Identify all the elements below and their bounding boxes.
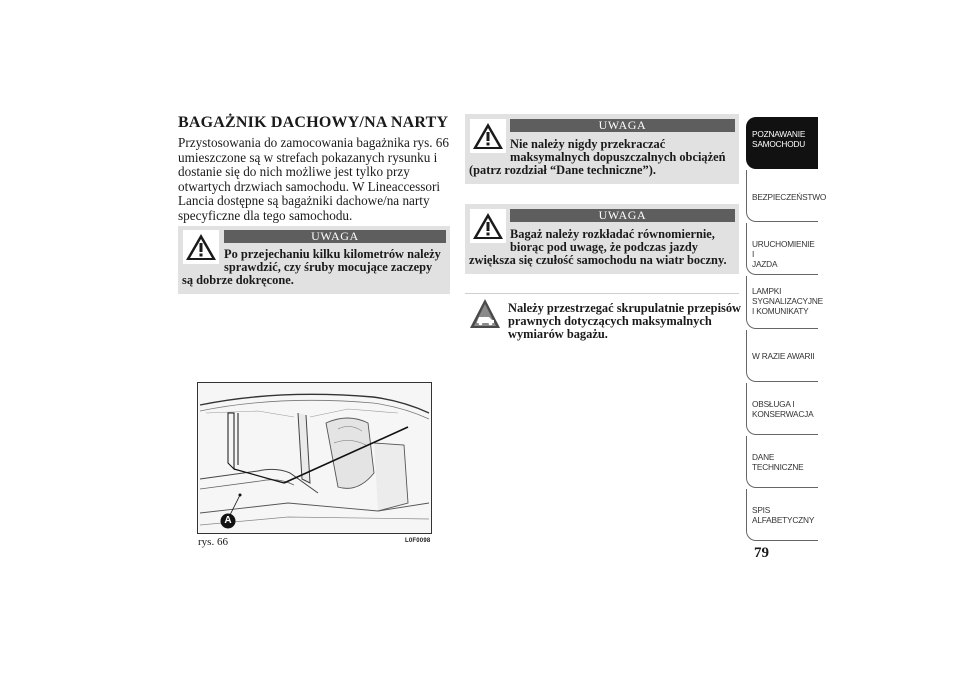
warning-triangle-icon [183,230,219,264]
tab-lampki-sygnalizacyjne[interactable] [746,276,823,329]
intro-line: Przystosowania do zamocowania bagażnika rys. 66 [178,135,449,150]
tab-label: POZNAWANIE [752,129,806,139]
note-text-line: Należy przestrzegać skrupulatnie przepisów [508,301,741,315]
warning-text-line: Bagaż należy rozkładać równomiernie, [510,227,715,241]
figure-code: L0F0098 [405,538,431,544]
tab-dane-techniczne[interactable] [746,436,818,488]
tab-label: DANE [752,452,775,462]
car-interior-illustration [198,383,431,533]
tab-label: BEZPIECZEŃSTWO [752,192,827,202]
warning-text-line: zwiększa się czułość samochodu na wiatr boczny. [469,253,727,267]
figure-roof-rack-mount [197,382,432,534]
warning-text-line: Nie należy nigdy przekraczać [510,137,666,151]
page-number: 79 [754,545,769,561]
intro-line: specyficzne dla tego samochodu. [178,207,353,223]
figure-caption: rys. 66 [198,536,228,548]
tab-uruchomienie-jazda[interactable] [746,223,818,275]
tab-label: SPIS [752,505,771,515]
note-divider [465,293,739,294]
intro-line: umieszczone są w strefach pokazanych rysunku i [178,149,438,165]
warning-text-line: (patrz rozdział “Dane techniczne”). [469,163,656,177]
warning-header: UWAGA [510,209,735,222]
section-title: BAGAŻNIK DACHOWY/NA NARTY [178,114,449,131]
tab-spis-alfabetyczny[interactable] [746,489,818,541]
tab-bezpieczenstwo[interactable] [746,170,827,222]
intro-line: otwartych drzwiach samochodu. W Lineaccessori [178,178,441,194]
tab-label: I KOMUNIKATY [752,306,809,316]
warning-box-bolts [178,226,450,294]
tab-label: JAZDA [752,259,778,269]
warning-text-line: sprawdzić, czy śruby mocujące zaczepy [224,260,433,274]
intro-paragraph [178,136,450,224]
tab-label: URUCHOMIENIE I [752,239,815,259]
tab-label: LAMPKI [752,286,782,296]
tab-label: SYGNALIZACYJNE [752,296,823,306]
tab-label: TECHNICZNE [752,462,804,472]
tab-obsluga-konserwacja[interactable] [746,383,818,435]
tab-label: KONSERWACJA [752,409,814,419]
warning-header: UWAGA [224,230,446,243]
note-text-line: prawnych dotyczących maksymalnych [508,314,712,328]
tab-label: ALFABETYCZNY [752,515,815,525]
tab-label: W RAZIE AWARII [752,351,815,361]
warning-text-line: są dobrze dokręcone. [182,273,294,287]
intro-line: Lancia dostępne są bagażniki dachowe/na narty [178,193,430,209]
note-text-line: wymiarów bagażu. [508,327,608,341]
figure-marker-label: A [224,515,232,526]
tab-poznawanie-samochodu[interactable] [746,117,818,169]
tab-w-razie-awarii[interactable] [746,330,818,382]
warning-header: UWAGA [510,119,735,132]
warning-box-distribution [465,204,739,274]
car-environment-icon [468,297,502,331]
intro-line: dostanie się do nich możliwe jest tylko przy [178,164,410,180]
warning-text-line: maksymalnych dopuszczalnych obciążeń [510,150,726,164]
tab-label: SAMOCHODU [752,139,806,149]
warning-text-line: Po przejechaniu kilku kilometrów należy [224,247,441,261]
warning-box-max-load [465,114,739,184]
warning-text-line: biorąc pod uwagę, że podczas jazdy [510,240,698,254]
warning-triangle-icon [470,119,506,153]
tab-label: OBSŁUGA I [752,399,795,409]
warning-triangle-icon [470,209,506,243]
